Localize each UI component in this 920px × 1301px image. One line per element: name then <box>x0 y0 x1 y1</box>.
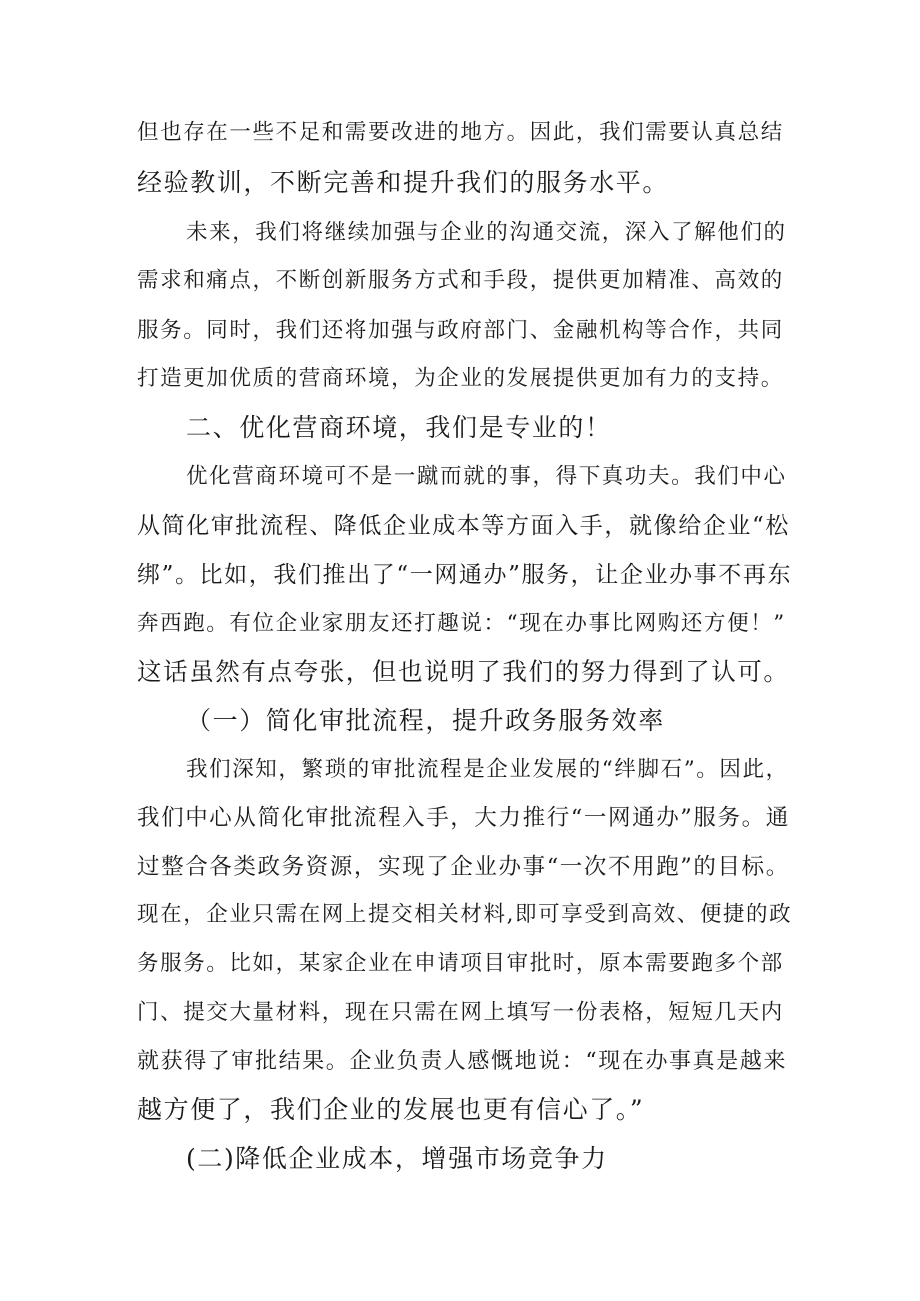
paragraph-line: 就获得了审批结果。企业负责人感慨地说：“现在办事真是越来 <box>137 1049 788 1074</box>
paragraph-line: 打造更加优质的营商环境，为企业的发展提供更加有力的支持。 <box>137 366 784 391</box>
paragraph-line: 越方便了，我们企业的发展也更有信心了。” <box>137 1095 645 1124</box>
paragraph-line: 优化营商环境可不是一蹴而就的事，得下真功夫。我们中心 <box>186 464 787 489</box>
paragraph-line: 绑”。比如，我们推出了“一网通办”服务，让企业办事不再东 <box>137 562 793 588</box>
subsection-heading: （一）简化审批流程，提升政务服务效率 <box>186 706 665 735</box>
paragraph-line: 这话虽然有点夸张，但也说明了我们的努力得到了认可。 <box>137 657 790 686</box>
paragraph-line: 门、提交大量材料，现在只需在网上填写一份表格，短短几天内 <box>137 1000 784 1025</box>
paragraph-line: 需求和痛点，不断创新服务方式和手段，提供更加精准、高效的 <box>137 268 784 293</box>
paragraph-line: 从简化审批流程、降低企业成本等方面入手，就像给企业“松 <box>137 513 790 539</box>
paragraph-line: 奔西跑。有位企业家朋友还打趣说：“现在办事比网购还方便！” <box>137 611 786 636</box>
paragraph-line: 我们中心从简化审批流程入手，大力推行“一网通办”服务。通 <box>137 805 790 831</box>
paragraph-line: 服务。同时，我们还将加强与政府部门、金融机构等合作，共同 <box>137 318 784 343</box>
paragraph-line: 过整合各类政务资源，实现了企业办事“一次不用跑”的目标。 <box>137 854 790 880</box>
paragraph-line: 未来，我们将继续加强与企业的沟通交流，深入了解他们的 <box>186 220 787 245</box>
subsection-heading: (二)降低企业成本，增强市场竞争力 <box>186 1144 608 1173</box>
section-heading: 二、优化营商环境，我们是专业的！ <box>186 413 612 442</box>
paragraph-line: 务服务。比如，某家企业在申请项目审批时，原本需要跑多个部 <box>137 951 784 976</box>
paragraph-line: 但也存在一些不足和需要改进的地方。因此，我们需要认真总结 <box>137 120 784 145</box>
paragraph-line: 经验教训，不断完善和提升我们的服务水平。 <box>137 168 670 197</box>
paragraph-line: 我们深知，繁琐的审批流程是企业发展的“绊脚石”。因此， <box>186 757 789 782</box>
paragraph-line: 现在，企业只需在网上提交相关材料,即可享受到高效、便捷的政 <box>137 902 793 927</box>
